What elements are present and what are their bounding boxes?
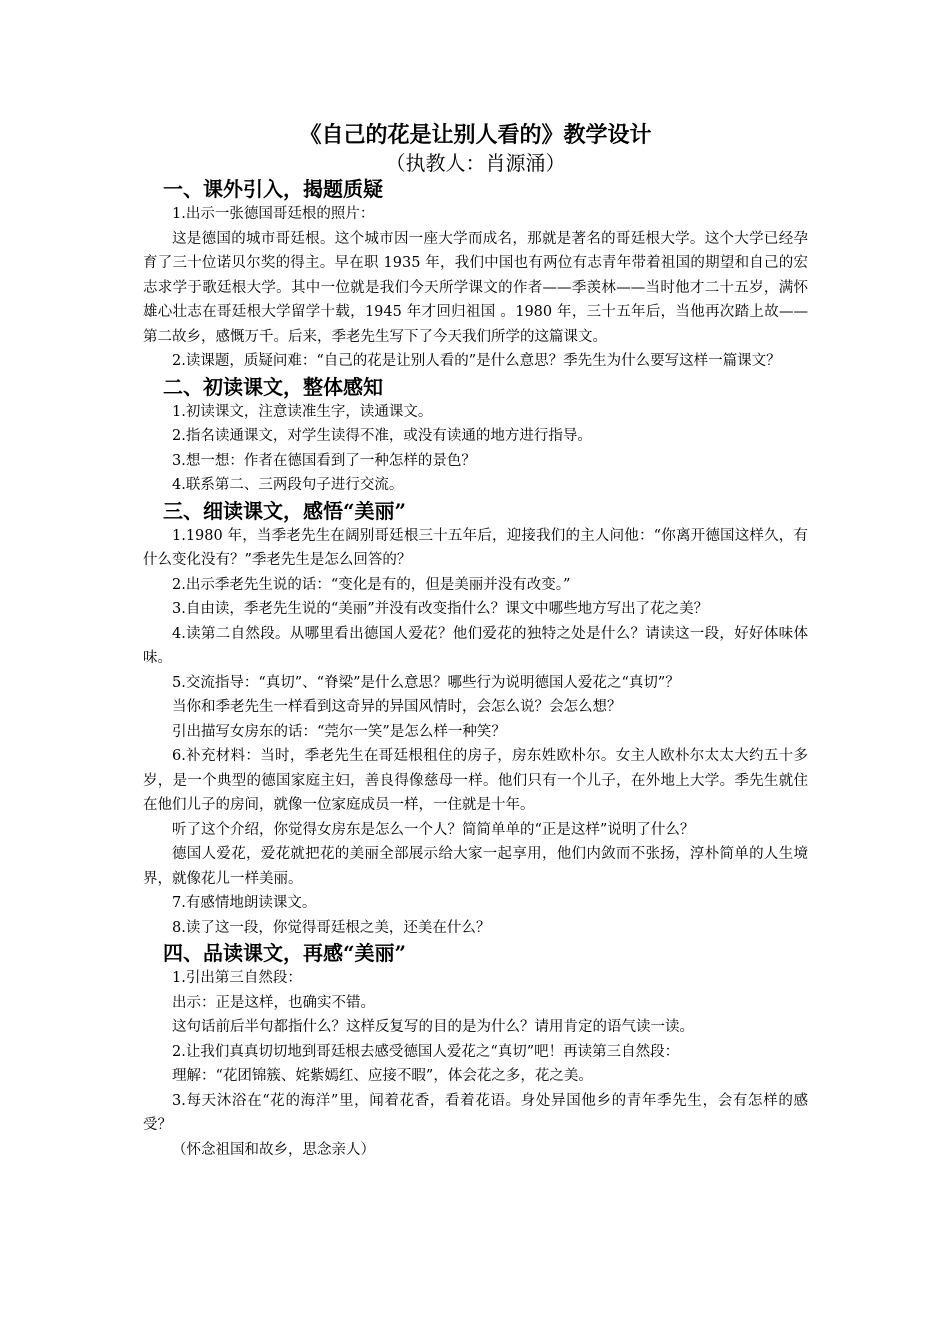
- paragraph: 5.交流指导：“真切”、“脊梁”是什么意思？哪些行为说明德国人爱花之“真切”？: [172, 674, 680, 691]
- paragraph: （怀念祖国和故乡，思念亲人）: [172, 1141, 375, 1158]
- paragraph: 引出描写女房东的话：“莞尔一笑”是怎么样一种笑？: [172, 723, 506, 740]
- paragraph: 3.想一想：作者在德国看到了一种怎样的景色？: [172, 452, 476, 469]
- paragraph: 出示：正是这样，也确实不错。: [172, 994, 375, 1011]
- paragraph: 当你和季老先生一样看到这奇异的异国风情时，会怎么说？会怎么想？: [172, 699, 622, 715]
- paragraph: 这是德国的城市哥廷根。这个城市因一座大学而成名，那就是著名的哥廷根大学。这个大学已经孕育了三十位诺贝尔奖的得主。早在职 1935 年，我们中国也有两位有志青年带着祖国的期望和自己的宏志求学于歌廷根大学。其中一位就是我们今天所学课文的作者——季羡林——当时他才二十五岁，满怀雄心壮志在哥廷根大学留学十载，1945 年才回归祖国 。1980 年，三十五年后，当他再次踏上故——第二故乡，感慨万千。后来，季老先生写下了今天我们所学的这篇课文。: [143, 230, 808, 345]
- paragraph: 4.读第二自然段。从哪里看出德国人爱花？他们爱花的独特之处是什么？请读这一段，好好体味体味。: [143, 625, 808, 666]
- section-4: [143, 940, 808, 1162]
- paragraph: 2.读课题，质疑问难：“自己的花是让别人看的”是什么意思？季先生为什么要写这样一篇课文？: [172, 353, 781, 369]
- section-heading: 四、品读课文，再感“美丽”: [163, 941, 407, 965]
- paragraph: 1.引出第三自然段：: [172, 970, 302, 986]
- paragraph: 理解：“花团锦簇、姹紫嫣红、应接不暇”，体会花之多，花之美。: [172, 1068, 593, 1084]
- paragraph: 7.有感情地朗读课文。: [172, 895, 317, 911]
- section-3: [143, 498, 808, 941]
- paragraph: 2.让我们真真切切地到哥廷根去感受德国人爱花之“真切”吧！再读第三自然段：: [172, 1043, 680, 1060]
- document-subtitle: （执教人：肖源涌）: [385, 151, 566, 175]
- paragraph: 这句话前后半句都指什么？这样反复写的目的是为什么？请用肯定的语气读一读。: [172, 1019, 694, 1035]
- section-heading: 二、初读课文，整体感知: [163, 374, 383, 399]
- paragraph: 8.读了这一段，你觉得哥廷根之美，还美在什么？: [172, 919, 491, 936]
- section-1: [143, 176, 808, 374]
- paragraph: 3.每天沐浴在“花的海洋”里，闻着花香，看着花语。身处异国他乡的青年季先生，会有怎样的感受？: [143, 1092, 808, 1133]
- paragraph: 德国人爱花，爱花就把花的美丽全部展示给大家一起享用，他们内敛而不张扬，淳朴简单的人生境界，就像花儿一样美丽。: [143, 846, 808, 887]
- paragraph: 1.1980 年，当季老先生在阔别哥廷根三十五年后，迎接我们的主人问他：“你离开德国这样久，有什么变化没有？”季老先生是怎么回答的？: [143, 527, 808, 568]
- document-body: [143, 120, 808, 1162]
- paragraph: 3.自由读，季老先生说的“美丽”并没有改变指什么？课文中哪些地方写出了花之美？: [172, 601, 709, 617]
- section-heading: 三、细读课文，感悟“美丽”: [163, 498, 407, 523]
- paragraph: 1.出示一张德国哥廷根的照片：: [172, 206, 375, 222]
- paragraph: 4.联系第二、三两段句子进行交流。: [172, 477, 404, 493]
- paragraph: 2.指名读通课文，对学生读得不准，或没有读通的地方进行指导。: [172, 428, 592, 444]
- paragraph: 听了这个介绍，你觉得女房东是怎么一个人？简简单单的“正是这样”说明了什么？: [172, 821, 695, 838]
- paragraph: 6.补充材料：当时，季老先生在哥廷根租住的房子，房东姓欧朴尔。女主人欧朴尔太太大约五十多岁，是一个典型的德国家庭主妇，善良得像慈母一样。他们只有一个儿子，在外地上大学。季先生就住在他们儿子的房间，就像一位家庭成员一样，一住就是十年。: [143, 748, 808, 813]
- document-title: 《自己的花是让别人看的》教学设计: [299, 122, 652, 148]
- section-2: [143, 374, 808, 498]
- paragraph: 2.出示季老先生说的话：“变化是有的，但是美丽并没有改变。”: [172, 576, 571, 593]
- paragraph: 1.初读课文，注意读准生字，读通课文。: [172, 403, 433, 420]
- section-heading: 一、课外引入，揭题质疑: [163, 177, 383, 201]
